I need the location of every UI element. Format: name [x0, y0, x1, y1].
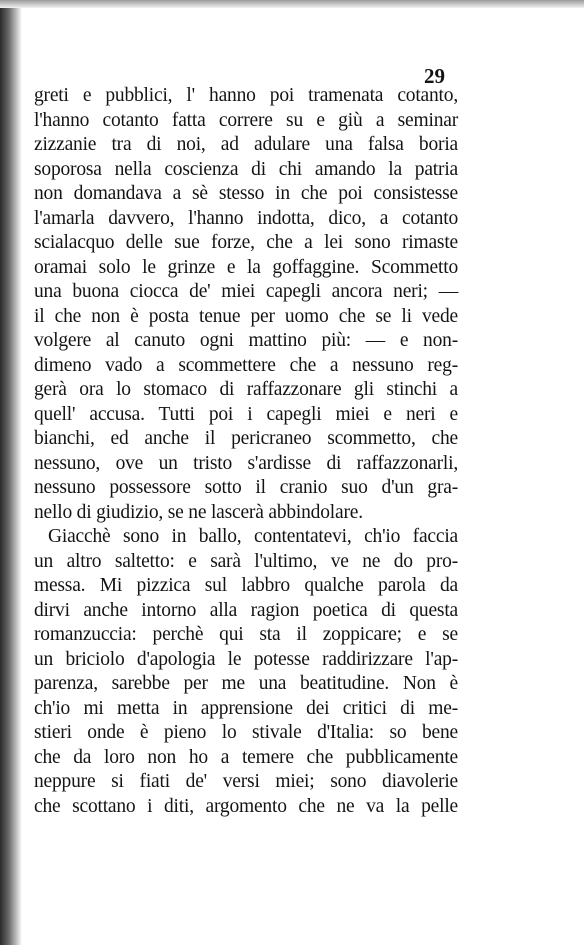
text-line: dirvi anche intorno alla ragion poetica di questa	[34, 599, 458, 621]
text-line: bianchi, ed anche il pericraneo scommetto, che	[34, 428, 458, 449]
text-line: il che non è posta tenue per uomo che se li vede	[34, 305, 458, 327]
text-line: oramai solo le grinze e la goffaggine. Scommetto	[34, 256, 458, 278]
text-line: l'amarla davvero, l'hanno indotta, dico, a cotanto	[34, 207, 458, 229]
text-line: parenza, sarebbe per me una beatitudine. Non è	[34, 673, 458, 694]
text-line: nessuno possessore sotto il cranio suo d'un gra-	[34, 477, 458, 498]
text-line: stieri onde è pieno lo stivale d'Italia: so bene	[34, 722, 458, 743]
text-line: nello di giudizio, se ne lascerà abbindolare.	[34, 501, 363, 523]
page-number: 29	[424, 64, 445, 88]
text-line: gerà ora lo stomaco di raffazzonare gli stinchi a	[34, 379, 458, 400]
text-line: ch'io mi metta in apprensione dei critici di me-	[34, 697, 458, 719]
text-line: che da loro non ho a temere che pubblicamente	[34, 746, 458, 768]
page-top-edge	[0, 0, 584, 8]
text-line: Giacchè sono in ballo, contentatevi, ch'io faccia	[48, 526, 458, 547]
text-line: un briciolo d'apologia le potesse raddirizzare l'ap-	[34, 648, 458, 670]
text-line: che scottano i diti, argomento che ne va la pelle	[34, 795, 458, 817]
text-line: scialacquo delle sue forze, che a lei sono rimaste	[34, 232, 458, 253]
text-line: romanzuccia: perchè qui sta il zoppicare; e se	[34, 624, 458, 645]
text-line: un altro saltetto: e sarà l'ultimo, ve ne do pro-	[34, 550, 458, 572]
text-line: messa. Mi pizzica sul labbro qualche parola da	[34, 575, 458, 596]
text-line: quell' accusa. Tutti poi i capegli miei e neri e	[34, 403, 458, 425]
text-line: volgere al canuto ogni mattino più: — e non-	[34, 330, 458, 351]
text-line: l'hanno cotanto fatta correre su e giù a seminar	[34, 109, 458, 131]
text-line: nessuno, ove un tristo s'ardisse di raffazzonarli,	[34, 452, 458, 474]
page-gutter-shadow	[0, 0, 22, 945]
text-line: zizzanie tra di noi, ad adulare una falsa boria	[34, 134, 458, 155]
body-text	[34, 84, 458, 819]
text-line: una buona ciocca de' miei capegli ancora neri; —	[34, 281, 458, 302]
text-line: dimeno vado a scommettere che a nessuno reg-	[34, 354, 458, 376]
text-line: neppure si fiati de' versi miei; sono diavolerie	[34, 771, 458, 792]
text-line: soporosa nella coscienza di chi amando la patria	[34, 158, 458, 180]
text-line: greti e pubblici, l' hanno poi tramenata cotanto,	[34, 85, 458, 106]
text-line: non domandava a sè stesso in che poi consistesse	[34, 183, 458, 204]
